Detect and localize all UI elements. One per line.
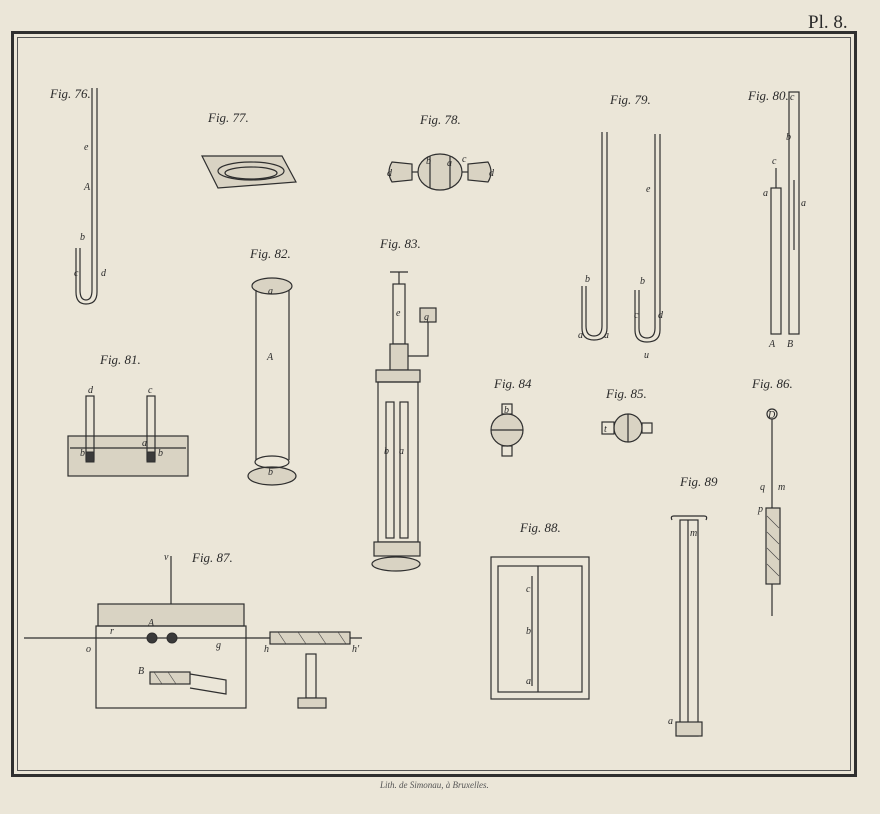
fig-87-letter-r: r bbox=[110, 626, 114, 637]
fig-79-letter-e: e bbox=[646, 184, 651, 195]
fig-76 bbox=[49, 86, 107, 304]
lithographer-credit: Lith. de Simonau, à Bruxelles. bbox=[380, 780, 489, 790]
fig-84 bbox=[491, 376, 532, 456]
fig-79-letter-c: c bbox=[634, 310, 639, 321]
fig-86-cylinder bbox=[766, 508, 780, 584]
fig-76-letter-e: e bbox=[84, 142, 89, 153]
fig-87-bulb-2 bbox=[167, 633, 177, 643]
fig-80-letter-a-right: a bbox=[801, 198, 806, 209]
fig-83-inner-tube-b bbox=[386, 402, 394, 538]
fig-85 bbox=[602, 386, 652, 442]
fig-86-letter-D: D bbox=[768, 410, 776, 421]
fig-87-letter-v: v bbox=[164, 552, 169, 563]
fig-78-key-left bbox=[389, 162, 412, 182]
fig-86 bbox=[751, 376, 793, 616]
fig-86-letter-q: q bbox=[760, 482, 765, 493]
fig-82-letter-a: a bbox=[268, 286, 273, 297]
fig-79-title: Fig. 79. bbox=[610, 92, 651, 107]
fig-87-stand-base bbox=[298, 698, 326, 708]
fig-77 bbox=[202, 110, 296, 188]
fig-84-letter-b: b bbox=[504, 405, 509, 416]
fig-82-letter-b: b bbox=[268, 467, 273, 478]
fig-81-letter-a: a bbox=[142, 438, 147, 449]
fig-80-letter-B: B bbox=[787, 339, 794, 350]
fig-78-letter-b: b bbox=[426, 156, 431, 167]
fig-87-title: Fig. 87. bbox=[192, 550, 233, 565]
fig-87-letter-h: h bbox=[264, 644, 269, 655]
fig-78-letter-a: a bbox=[447, 158, 452, 169]
fig-80-letter-c-top: c bbox=[790, 92, 795, 103]
fig-80-title: Fig. 80. bbox=[748, 88, 789, 103]
fig-83-letter-g: g bbox=[424, 312, 429, 323]
fig-80-letter-A: A bbox=[769, 339, 776, 350]
fig-84-bottom bbox=[502, 446, 512, 456]
fig-79-letter-a-2: a bbox=[604, 330, 609, 341]
fig-79-letter-b-1: b bbox=[585, 274, 590, 285]
fig-84-title: Fig. 84 bbox=[494, 376, 532, 391]
fig-87-letter-B: B bbox=[138, 666, 145, 677]
fig-80-tube-A bbox=[771, 188, 781, 334]
fig-87-fire-grate bbox=[150, 672, 190, 684]
fig-79-tube-2 bbox=[639, 134, 655, 338]
fig-88-letter-b: b bbox=[526, 626, 531, 637]
fig-79-letter-a-1: a bbox=[578, 330, 583, 341]
fig-83-foot bbox=[372, 557, 420, 571]
fig-83-letter-a: a bbox=[399, 446, 404, 457]
fig-78-body bbox=[418, 154, 462, 190]
fig-87-stand bbox=[306, 654, 316, 698]
fig-78 bbox=[387, 112, 495, 190]
fig-81-letter-b-right: b bbox=[158, 448, 163, 459]
fig-78-letter-c: c bbox=[462, 154, 467, 165]
fig-78-letter-d-right: d bbox=[489, 168, 494, 179]
fig-81-plug-d bbox=[86, 452, 94, 462]
fig-76-letter-d: d bbox=[101, 268, 106, 279]
fig-87-door bbox=[190, 674, 226, 694]
fig-82 bbox=[248, 246, 296, 485]
fig-78-key-right bbox=[468, 162, 491, 182]
fig-79 bbox=[578, 92, 664, 361]
fig-76-tube-outer bbox=[76, 88, 97, 304]
fig-86-letter-m: m bbox=[778, 482, 786, 493]
fig-83-letter-e: e bbox=[396, 308, 401, 319]
fig-86-title: Fig. 86. bbox=[752, 376, 793, 391]
fig-80-letter-c: c bbox=[772, 156, 777, 167]
fig-76-letter-A: A bbox=[84, 182, 91, 193]
fig-85-letter-t: t bbox=[604, 424, 607, 435]
fig-87-letter-h-prime: h' bbox=[352, 644, 360, 655]
fig-76-letter-b: b bbox=[80, 232, 85, 243]
fig-87-letter-A: A bbox=[148, 618, 155, 629]
fig-77-plate bbox=[202, 156, 296, 188]
fig-87 bbox=[24, 550, 362, 708]
fig-78-title: Fig. 78. bbox=[420, 112, 461, 127]
fig-76-tube bbox=[80, 88, 92, 300]
fig-89-letter-m: m bbox=[690, 528, 698, 539]
fig-76-title: Fig. 76. bbox=[50, 86, 91, 101]
fig-81-letter-b-left: b bbox=[80, 448, 85, 459]
fig-89-foot bbox=[676, 722, 702, 736]
plate-number: Pl. 8. bbox=[808, 12, 848, 33]
fig-79-letter-u: u bbox=[644, 350, 649, 361]
fig-83-letter-b: b bbox=[384, 446, 389, 457]
fig-82-title: Fig. 82. bbox=[250, 246, 291, 261]
fig-83-base bbox=[374, 542, 420, 556]
fig-81-plug-c bbox=[147, 452, 155, 462]
fig-87-letter-g: g bbox=[216, 640, 221, 651]
fig-88-title: Fig. 88. bbox=[520, 520, 561, 535]
fig-88-letter-c: c bbox=[526, 584, 531, 595]
fig-88-letter-a: a bbox=[526, 676, 531, 687]
fig-83-title: Fig. 83. bbox=[380, 236, 421, 251]
fig-86-letter-p: p bbox=[758, 504, 763, 515]
fig-79-letter-b-2: b bbox=[640, 276, 645, 287]
fig-81-letter-d: d bbox=[88, 385, 93, 396]
fig-88-inner-frame bbox=[498, 566, 582, 692]
fig-89-title: Fig. 89 bbox=[680, 474, 718, 489]
fig-88 bbox=[491, 520, 589, 699]
fig-83-inner-tube-a bbox=[400, 402, 408, 538]
fig-83-valve bbox=[390, 344, 408, 370]
fig-77-title: Fig. 77. bbox=[208, 110, 249, 125]
fig-82-letter-A: A bbox=[267, 352, 274, 363]
fig-83-side-tube bbox=[408, 320, 428, 356]
fig-88-outer-frame bbox=[491, 557, 589, 699]
fig-80-letter-a-left: a bbox=[763, 188, 768, 199]
fig-87-bulb-1 bbox=[147, 633, 157, 643]
fig-81-title: Fig. 81. bbox=[100, 352, 141, 367]
fig-79-tube-1 bbox=[586, 132, 602, 336]
fig-80 bbox=[747, 88, 806, 350]
fig-83-jar bbox=[378, 382, 418, 542]
fig-89 bbox=[668, 474, 718, 736]
fig-80-letter-b: b bbox=[786, 132, 791, 143]
fig-85-right-port bbox=[642, 423, 652, 433]
fig-79-letter-d: d bbox=[658, 310, 663, 321]
fig-78-letter-d-left: d bbox=[387, 168, 392, 179]
fig-81-letter-c: c bbox=[148, 385, 153, 396]
fig-87-letter-o: o bbox=[86, 644, 91, 655]
fig-89-letter-a: a bbox=[668, 716, 673, 727]
fig-89-tube bbox=[680, 520, 698, 736]
fig-83-top-cap bbox=[376, 370, 420, 382]
fig-85-title: Fig. 85. bbox=[606, 386, 647, 401]
fig-83 bbox=[372, 236, 436, 571]
fig-87-furnace-top bbox=[98, 604, 244, 626]
fig-76-letter-c: c bbox=[74, 268, 79, 279]
fig-81 bbox=[68, 352, 188, 476]
